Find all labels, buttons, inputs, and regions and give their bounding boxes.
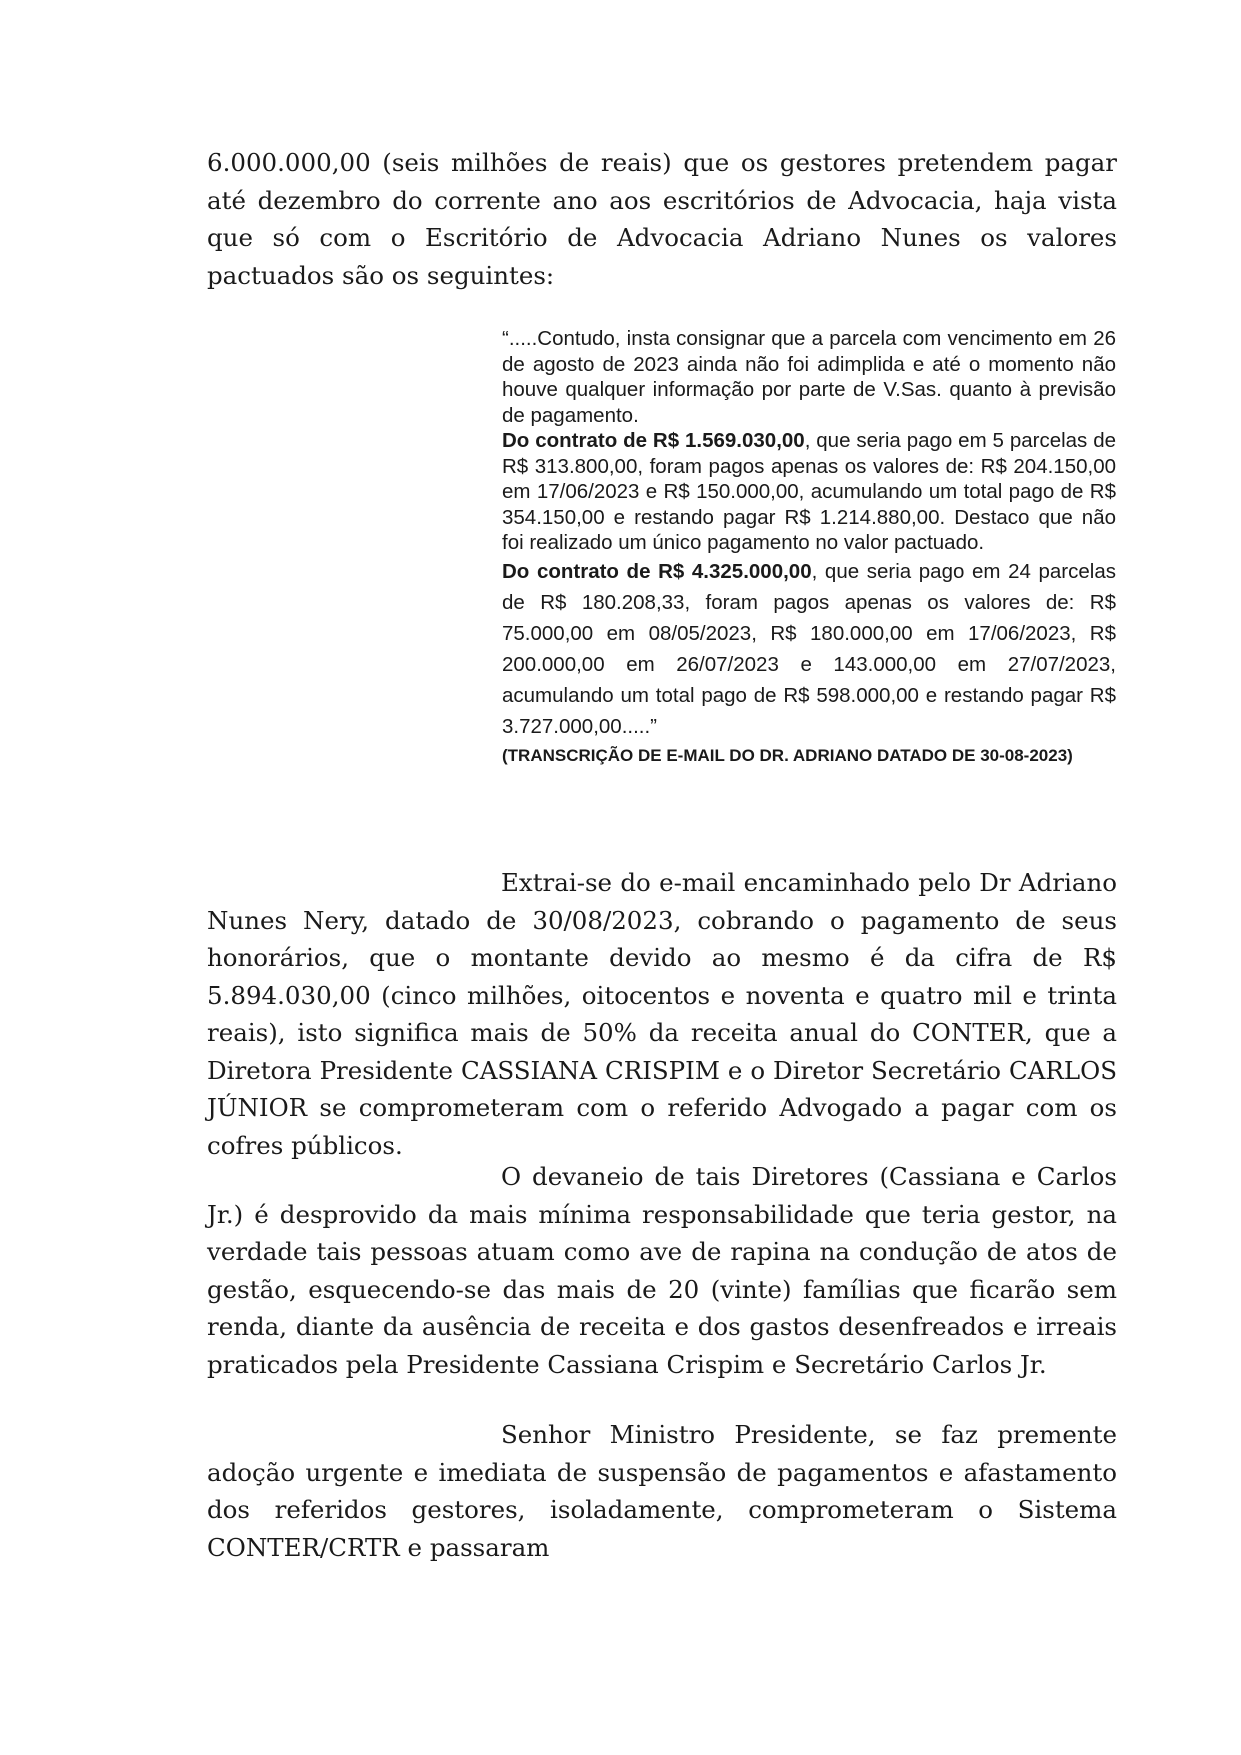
quote-caption: (TRANSCRIÇÃO DE E-MAIL DO DR. ADRIANO DATADO DE 30-08-2023) [502, 745, 1073, 765]
quote-contract-2 [502, 556, 1116, 742]
paragraph-senhor [207, 1416, 1117, 1566]
paragraph-extrai-text: Extrai-se do e-mail encaminhado pelo Dr Adriano Nunes Nery, datado de 30/08/2023, cobrando o pagamento de seus honorários, que o montante devido ao mesmo é da cifra de R$ 5.894.030,00 (cinco milhões, oitocentos e noventa e quatro mil e trinta reais), isto significa mais de 50% da receita anual do CONTER, que a Diretora Presidente CASSIANA CRISPIM e o Diretor Secretário CARLOS JÚNIOR se comprometeram com o referido Advogado a pagar com os cofres públicos. [207, 868, 1117, 1160]
paragraph-extrai [207, 864, 1117, 1164]
email-quote-block [502, 326, 1116, 769]
quote-contract-1 [502, 428, 1116, 556]
quote-contract-2-text: , que seria pago em 24 parcelas de R$ 180.208,33, foram pagos apenas os valores de: R$ 75.000,00 em 08/05/2023, R$ 180.000,00 em 17/06/2023, R$ 200.000,00 em 26/07/2023 e 143.000,00 em 27/07/2023, acumulando um total pago de R$ 598.000,00 e restando pagar R$ 3.727.000,00.....” [502, 559, 1116, 738]
quote-contract-2-label: Do contrato de R$ 4.325.000,00 [502, 559, 812, 583]
quote-opening: “.....Contudo, insta consignar que a parcela com vencimento em 26 de agosto de 2023 ainda não foi adimplida e até o momento não houve qualquer informação por parte de V.Sas. quanto à previsão de pagamento. [502, 327, 1116, 427]
paragraph-intro: 6.000.000,00 (seis milhões de reais) que os gestores pretendem pagar até dezembro do corrente ano aos escritórios de Advocacia, haja vista que só com o Escritório de Advocacia Adriano Nunes os valores pactuados são os seguintes: [207, 148, 1117, 290]
quote-contract-1-label: Do contrato de R$ 1.569.030,00 [502, 429, 805, 452]
quote-contract-1-text: , que seria pago em 5 parcelas de R$ 313.800,00, foram pagos apenas os valores de: R$ 204.150,00 em 17/06/2023 e R$ 150.000,00, acumulando um total pago de R$ 354.150,00 e restando pagar R$ 1.214.880,00. Destaco que não foi realizado um único pagamento no valor pactuado. [502, 429, 1116, 554]
paragraph-senhor-text: Senhor Ministro Presidente, se faz premente adoção urgente e imediata de suspensão de pagamentos e afastamento dos referidos gestores, isoladamente, comprometeram o Sistema CONTER/CRTR e passaram [207, 1420, 1117, 1562]
paragraph-devaneio [207, 1158, 1117, 1383]
paragraph-devaneio-text: O devaneio de tais Diretores (Cassiana e Carlos Jr.) é desprovido da mais mínima responsabilidade que teria gestor, na verdade tais pessoas atuam como ave de rapina na condução de atos de gestão, esquecendo-se das mais de 20 (vinte) famílias que ficarão sem renda, diante da ausência de receita e dos gastos desenfreados e irreais praticados pela Presidente Cassiana Crispim e Secretário Carlos Jr. [207, 1162, 1117, 1379]
